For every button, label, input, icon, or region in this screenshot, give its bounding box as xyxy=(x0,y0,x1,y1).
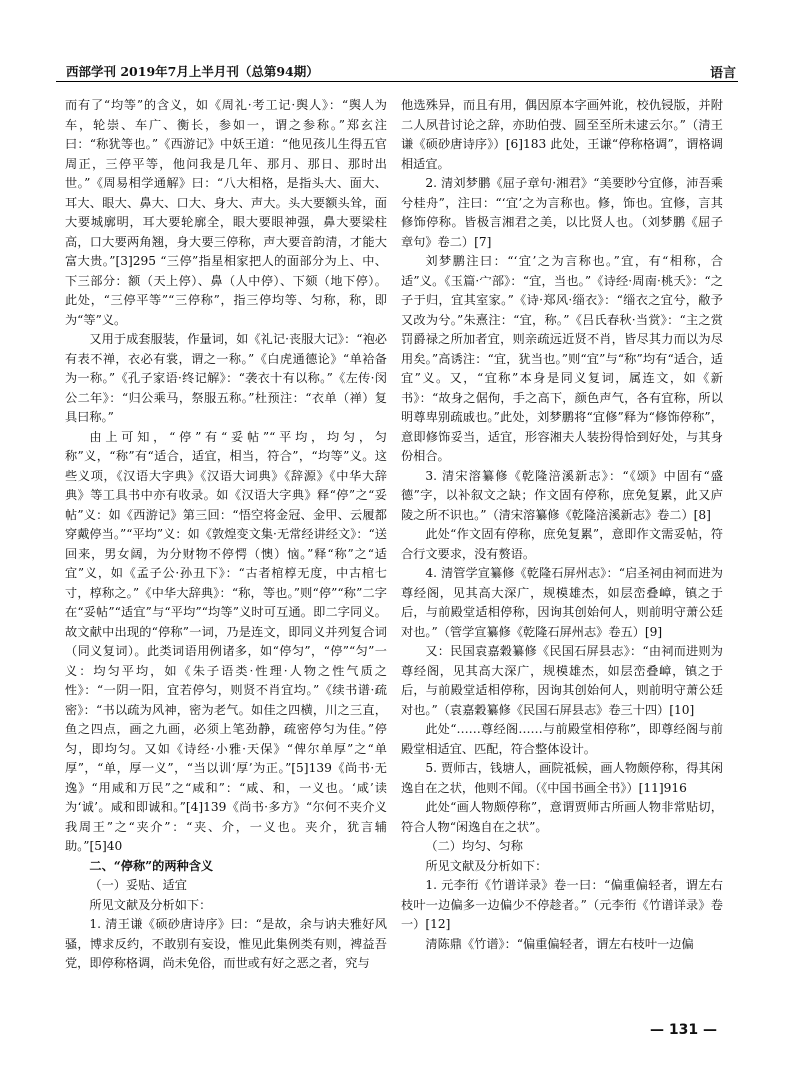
left-column xyxy=(65,96,387,974)
paragraph: 3. 清宋溶纂修《乾隆涪溪新志》：“《颂》中固有“盛德”字，以补叙文之缺；作文固有停称，庶免复累，此又庐陵之所不识也。”（清宋溶纂修《乾隆涪溪新志》卷二）[8] xyxy=(401,468,723,522)
paragraph: 此处“作文固有停称，庶免复累”，意即作文需妥帖，符合行文要求，没有赘语。 xyxy=(401,527,723,561)
paragraph: 5. 贾师古，钱塘人，画院祗候，画人物颇停称，得其闲逸自在之状，他则不闻。（《中国书画全书》）[11]916 xyxy=(401,761,723,795)
paragraph: 所见文献及分析如下： xyxy=(89,897,212,912)
paragraph: 1. 清王谦《硕砂唐诗序》曰：“是故，余与讷夫雅好风骚，博求反约，不敢别有妄设，惟见此集例类有则，裨益吾党，即停称格调，尚未免俗，而世或有好之恶之者，究与 xyxy=(65,917,387,970)
subsection-heading: （二）均匀、匀称 xyxy=(425,839,523,853)
paragraph: 而有了“均等”的含义，如《周礼·考工记·舆人》：“舆人为车，轮崇、车广、衡长，参如一，谓之参称。”郑玄注曰：“称犹等也。”《西游记》中妖王道：“他见孩儿生得五官周正，三停平等，他问我是几年、那月、那日、那时出世。”《周易相学通解》曰：“八大相格，是指头大、面大、耳大、眼大、鼻大、口大、身大、声大。头大要额头耸，面大要城廓明，耳大要轮廓全，眼大要眼神强，鼻大要梁柱高，口大要两角翘，身大要三停称，声大要音韵清，才能大富大贵。”[3]295 “三停”指星相家把人的面部分为上、中、下三部分：额（天上停）、鼻（人中停）、下颏（地下停）。此处，“三停平等”“三停称”，指三停均等、匀称，称，即为“等”义。 xyxy=(65,98,387,327)
paragraph: 此处“画人物颇停称”，意谓贾师古所画人物非常贴切，符合人物“闲逸自在之状”。 xyxy=(401,800,723,834)
page-number: — 131 — xyxy=(650,1022,717,1038)
header-rule xyxy=(56,81,738,82)
paragraph: 清陈鼎《竹谱》：“偏重偏轻者，谓左右枝叶一边偏 xyxy=(425,936,694,951)
paragraph: 1. 元李衎《竹谱详录》卷一曰：“偏重偏轻者，谓左右枝叶一边偏多一边偏少不停趁者。”（元李衎《竹谱详录》卷一）[12] xyxy=(401,878,723,931)
paragraph: 所见文献及分析如下： xyxy=(425,858,548,873)
paragraph: 4. 清管学宣纂修《乾隆石屏州志》：“启圣祠由祠而进为尊经阁，见其高大深广，规模雄杰，如层峦叠嶂，镇之于后，与前殿堂适相停称，因询其创始何人，则前明守萧公廷对也。”（管学宣纂修《乾隆石屏州志》卷五）[9] xyxy=(401,566,723,639)
journal-title: 西部学刊 2019年7月上半月刊（总第94期） xyxy=(66,64,319,79)
paragraph: 又用于成套服装，作量词，如《礼记·丧服大记》：“袍必有表不禅，衣必有裳，谓之一称。”《白虎通德论》“单袷备为一称。”《孔子家语·终记解》：“袭衣十有以称。”《左传·闵公二年》：“归公乘马，祭服五称。”杜预注：“衣单（禅）复具曰称。” xyxy=(65,332,387,424)
section-label: 语言 xyxy=(709,66,736,81)
right-column xyxy=(401,96,723,954)
section-heading: 二、“停称”的两种含义 xyxy=(89,858,214,873)
paragraph: 又：民国袁嘉穀纂修《民国石屏县志》：“由祠而进则为尊经阁，见其高大深广，规模雄杰，如层峦叠嶂，镇之于后，与前殿堂适相停称，因询其创始何人，则前明守萧公廷对也。”（袁嘉穀纂修《民国石屏县志》卷三十四）[10] xyxy=(401,644,723,717)
subsection-heading: （一）妥贴、适宜 xyxy=(89,878,187,892)
paragraph: 刘梦鹏注曰：“‘宜’之为言称也。”宜，有“相称，合适”义。《玉篇·宀部》：“宜，当也。”《诗经·周南·桃夭》：“之子于归，宜其室家。”《诗·郑风·缁衣》：“缁衣之宜兮，敝予又改为兮。”朱熹注：“宜，称。”《吕氏春秋·当赏》：“主之赏罚爵禄之所加者宜，则亲疏远近贤不肖，皆尽其力而以为尽用矣。”高诱注：“宜，犹当也。”则“宜”与“称”均有“适合，适宜”义。又，“宜称”本身是同义复词，属连文，如《新书》：“故身之倨佝，手之高下，颜色声气，各有宜称，所以明尊卑别疏戚也。”此处，刘梦鹏将“宜修”释为“修饰停称”，意即修饰妥当，适宜，形容湘夫人装扮得恰到好处，与其身份相合。 xyxy=(401,254,723,463)
paragraph: 此处“……尊经阁……与前殿堂相停称”，即尊经阁与前殿堂相适宜、匹配，符合整体设计。 xyxy=(401,722,723,756)
paragraph: 由上可知，“停”有“妥帖”“平均，均匀，匀称”义，“称”有“适合，适宜，相当，符合”，“均等”义。这些义项，《汉语大字典》《汉语大词典》《辞源》《中华大辞典》等工具书中亦有收录。如《汉语大字典》释“停”之“妥帖”义：如《西游记》第三回：“悟空将金冠、金甲、云履都穿戴停当。”“平均”义：如《敦煌变文集·无常经讲经文》：“送回来，男女阔，为分财物不停愕（懊）恼。”释“称”之“适宜”义，如《孟子公·孙丑下》：“古者棺椁无度，中古棺七寸，椁称之。”《中华大辞典》：“称，等也。”则“停”“称”二字在“妥帖”“适宜”与“平均”“均等”义时可互通。即二字同义。故文献中出现的“停称”一词，乃是连文，即同义并列复合词（同义复词）。此类词语用例诸多，如“停匀”，“停”“匀”一义：均匀平均，如《朱子语类·性理·人物之性气质之性》：“一阴一阳，宜若停匀，则贤不肖宜均。”《续书谱·疏密》：“书以疏为风神，密为老气。如佳之四横，川之三直，鱼之四点，画之九画，必须上笔劲静，疏密停匀为佳。”停匀，即均匀。又如《诗经·小雅·天保》“俾尔单厚”之“单厚”，“单，厚一义”，“当以训‘厚’为正。”[5]139《尚书·无逸》“用咸和万民”之“咸和”：“咸、和，一义也。‘咸’读为‘诚’。咸和即诚和。”[4]139《尚书·多方》“尔何不夹介义我周王”之“夹介”：“夹、介，一义也。夹介，犹言辅助。”[5]40 xyxy=(65,429,387,853)
page-header xyxy=(56,60,738,80)
paragraph: 2. 清刘梦鹏《屈子章句·湘君》“美要眇兮宜修，沛吾乘兮桂舟”，注曰：“‘宜’之为言称也。修，饰也。宜修，言其修饰停称。皆极言湘君之美，以比贤人也。（刘梦鹏《屈子章句》卷二）[7] xyxy=(401,176,723,249)
paragraph: 他选殊异，而且有用，偶因原本字画舛讹，校仇锓版，并附二人夙昔讨论之辞，亦助伯弢、圆至至所未逮云尔。”（清王谦《硕砂唐诗序》）[6]183 此处，王谦“停称格调”，谓格调相适宜。 xyxy=(401,98,723,171)
